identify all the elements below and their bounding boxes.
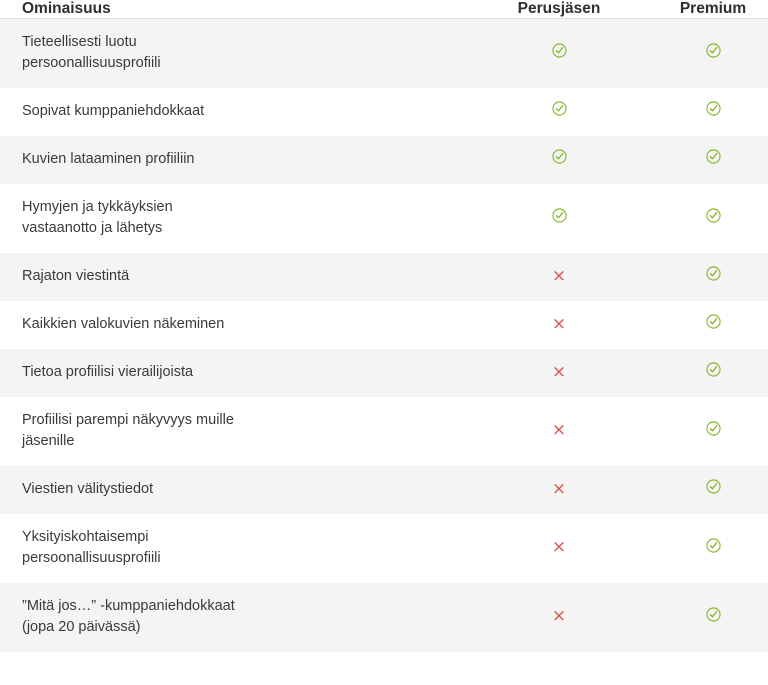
feature-label-line: Hymyjen ja tykkäyksien [22, 199, 173, 216]
table-row [0, 19, 768, 89]
basic-plan-mark [482, 184, 636, 253]
table-row [0, 397, 768, 466]
feature-label-line: Kuvien lataaminen profiiliin [22, 151, 195, 168]
feature-label [0, 301, 482, 349]
check-circle-icon [706, 149, 721, 164]
premium-plan-mark [636, 397, 768, 466]
check-circle-icon [706, 538, 721, 553]
feature-label [0, 184, 482, 253]
basic-plan-mark [482, 349, 636, 397]
feature-label-line: jäsenille [22, 433, 75, 450]
cross-icon: × [551, 313, 567, 334]
column-header-premium: Premium [636, 0, 768, 19]
basic-plan-mark [482, 514, 636, 583]
bottom-spacer [0, 652, 768, 674]
premium-plan-mark [636, 136, 768, 184]
feature-label-line: Profiilisi parempi näkyvyys muille [22, 412, 234, 429]
feature-label [0, 88, 482, 136]
cross-icon: × [551, 265, 567, 286]
premium-plan-mark [636, 583, 768, 652]
cross-icon: × [551, 537, 567, 558]
premium-plan-mark [636, 514, 768, 583]
feature-label-line: ”Mitä jos…” -kumppaniehdokkaat [22, 598, 235, 615]
feature-label-line: Kaikkien valokuvien näkeminen [22, 316, 225, 333]
column-header-basic: Perusjäsen [482, 0, 636, 19]
feature-label-line: persoonallisuusprofiili [22, 55, 161, 72]
feature-label-line: Tietoa profiilisi vierailijoista [22, 364, 194, 381]
check-circle-icon [706, 607, 721, 622]
check-circle-icon [706, 43, 721, 58]
table-row [0, 184, 768, 253]
table-header-row [0, 0, 768, 19]
premium-plan-mark [636, 184, 768, 253]
premium-plan-mark [636, 88, 768, 136]
feature-label [0, 397, 482, 466]
table-body [0, 19, 768, 653]
basic-plan-mark [482, 19, 636, 89]
feature-label-line: Viestien välitystiedot [22, 481, 154, 498]
check-circle-icon [552, 43, 567, 58]
check-circle-icon [552, 101, 567, 116]
feature-label [0, 514, 482, 583]
column-header-feature: Ominaisuus [0, 0, 482, 19]
feature-label-line: (jopa 20 päivässä) [22, 619, 141, 636]
check-circle-icon [552, 149, 567, 164]
feature-label [0, 349, 482, 397]
feature-label-line: Sopivat kumppaniehdokkaat [22, 103, 205, 120]
basic-plan-mark [482, 136, 636, 184]
feature-label [0, 136, 482, 184]
table-row [0, 253, 768, 301]
basic-plan-mark [482, 301, 636, 349]
table-row [0, 136, 768, 184]
feature-label [0, 19, 482, 89]
feature-label-line: Rajaton viestintä [22, 268, 130, 285]
premium-plan-mark [636, 466, 768, 514]
feature-label [0, 253, 482, 301]
check-circle-icon [706, 101, 721, 116]
premium-plan-mark [636, 349, 768, 397]
table-row [0, 349, 768, 397]
cross-icon: × [551, 606, 567, 627]
check-circle-icon [706, 314, 721, 329]
feature-label [0, 466, 482, 514]
cross-icon: × [551, 478, 567, 499]
cross-icon: × [551, 361, 567, 382]
check-circle-icon [552, 208, 567, 223]
check-circle-icon [706, 421, 721, 436]
table-row [0, 88, 768, 136]
table-header [0, 0, 768, 19]
basic-plan-mark [482, 253, 636, 301]
feature-label [0, 583, 482, 652]
basic-plan-mark [482, 466, 636, 514]
check-circle-icon [706, 266, 721, 281]
check-circle-icon [706, 208, 721, 223]
premium-plan-mark [636, 253, 768, 301]
basic-plan-mark [482, 88, 636, 136]
check-circle-icon [706, 479, 721, 494]
check-circle-icon [706, 362, 721, 377]
feature-label-line: vastaanotto ja lähetys [22, 220, 163, 237]
basic-plan-mark [482, 397, 636, 466]
premium-plan-mark [636, 19, 768, 89]
table-row [0, 514, 768, 583]
feature-label-line: Tieteellisesti luotu [22, 34, 137, 50]
basic-plan-mark [482, 583, 636, 652]
table-row [0, 466, 768, 514]
table-row [0, 583, 768, 652]
cross-icon: × [551, 420, 567, 441]
table-row [0, 301, 768, 349]
premium-plan-mark [636, 301, 768, 349]
feature-label-line: persoonallisuusprofiili [22, 550, 161, 567]
feature-label-line: Yksityiskohtaisempi [22, 529, 149, 546]
